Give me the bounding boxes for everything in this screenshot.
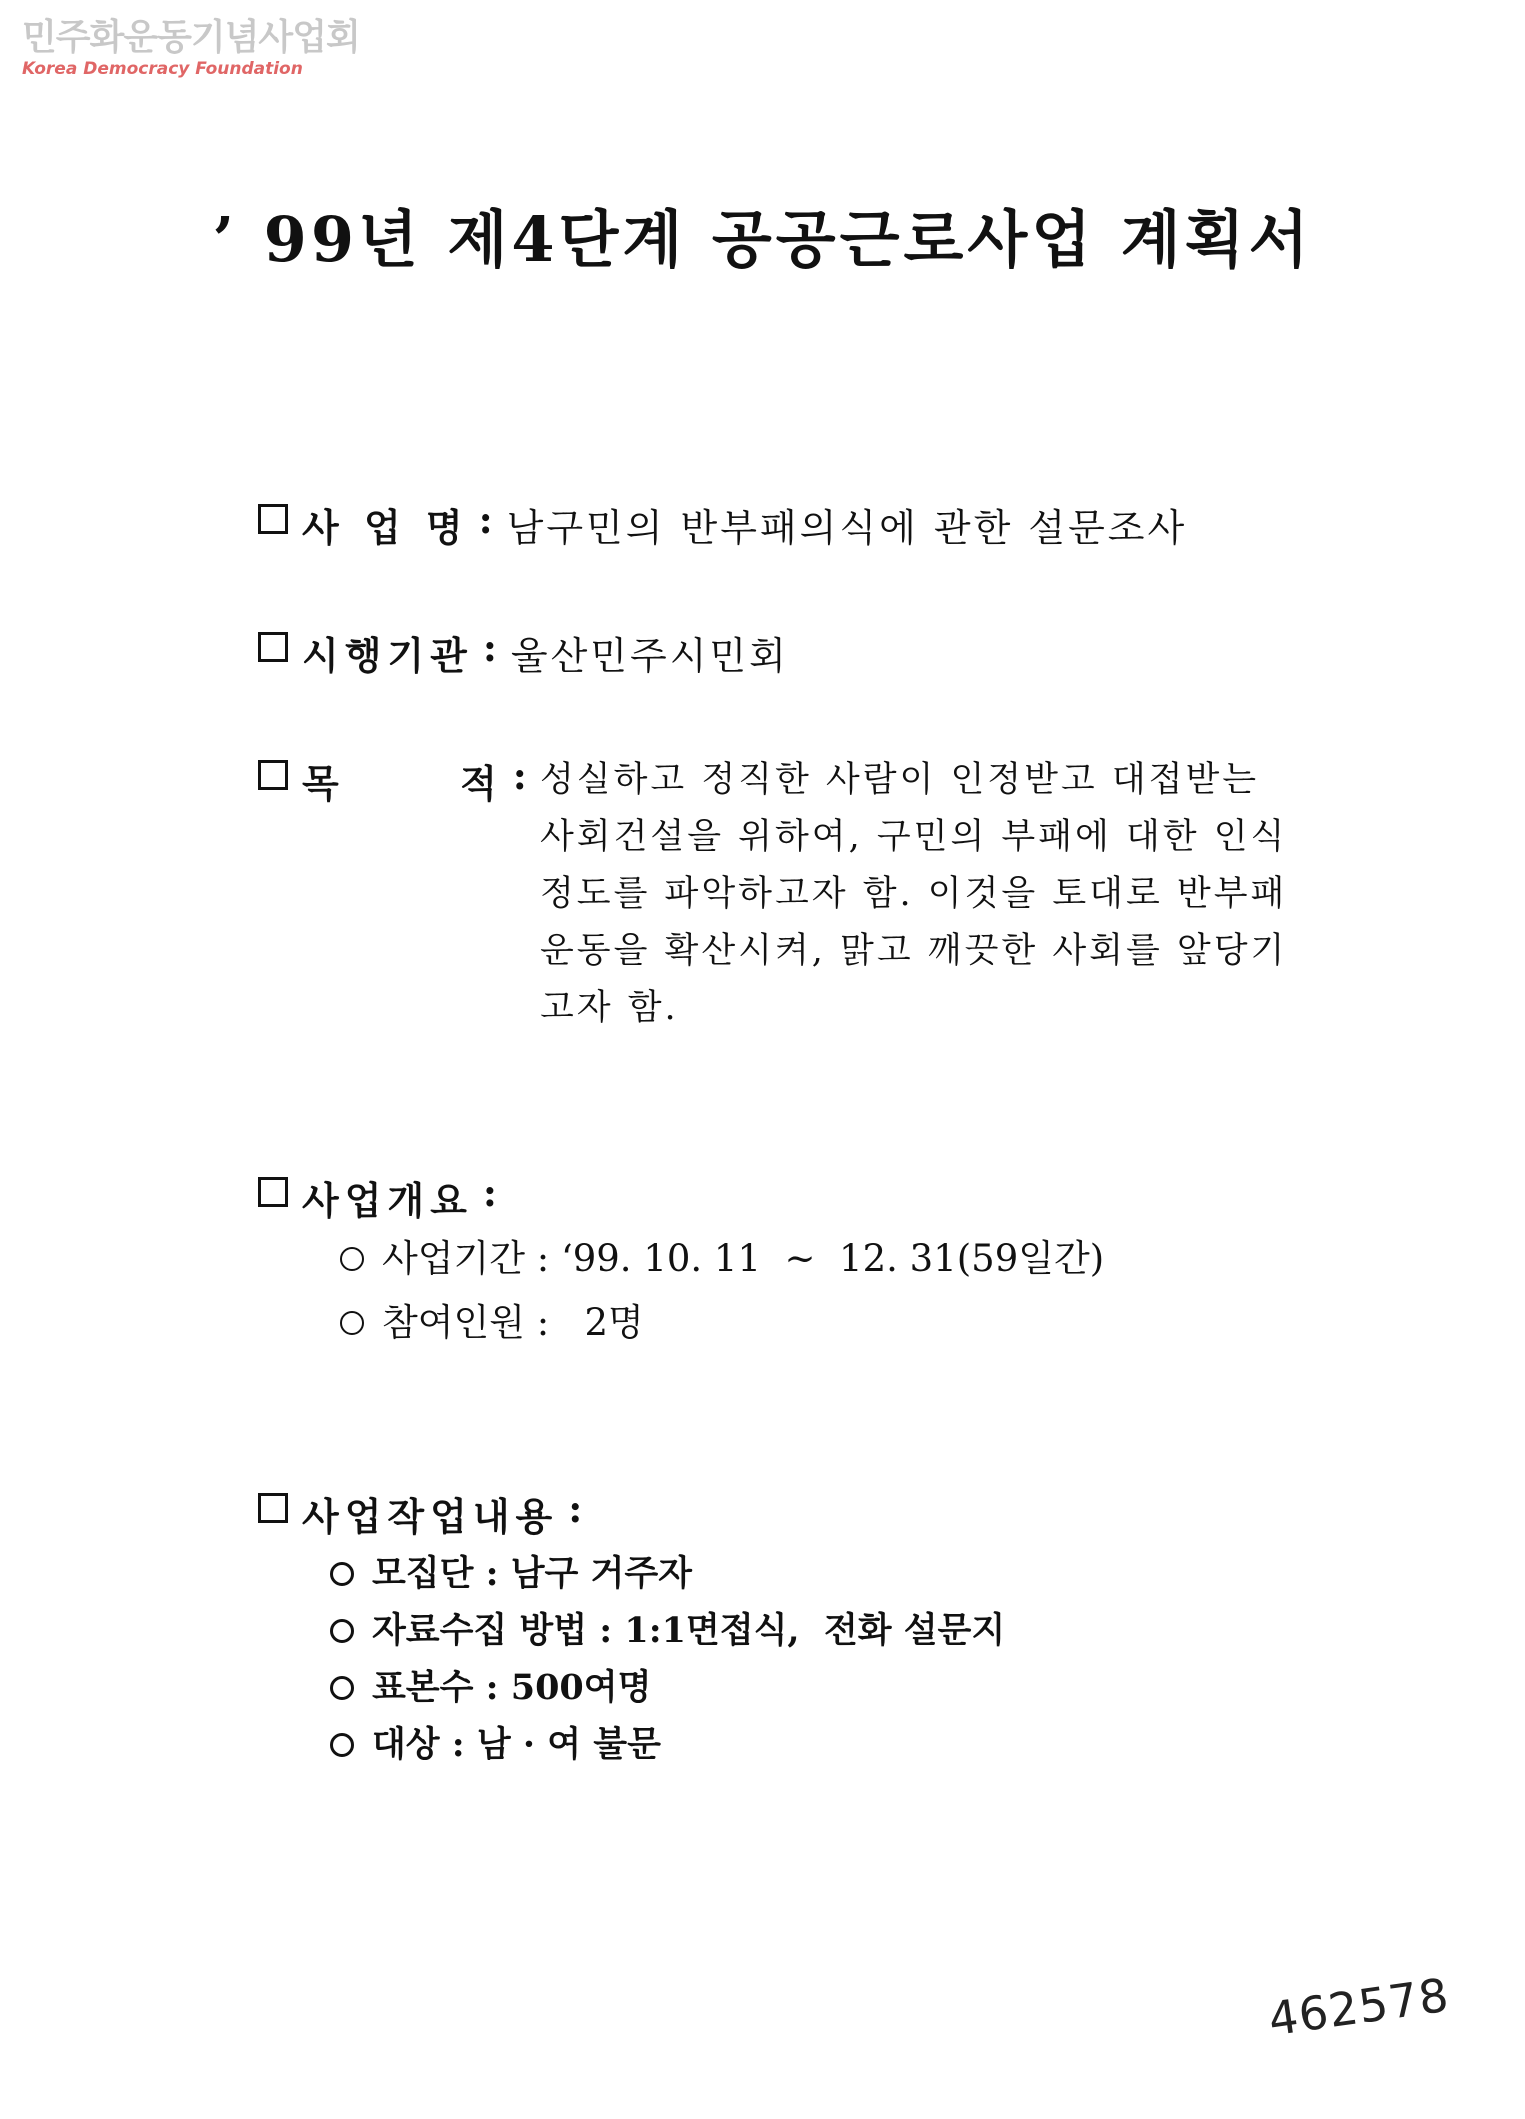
circle-bullet-icon	[330, 1676, 354, 1700]
circle-bullet-icon	[330, 1562, 354, 1586]
list-item	[330, 1659, 1005, 1716]
handwritten-number: 462578	[1265, 1967, 1453, 2047]
colon: :	[478, 497, 493, 542]
purpose-line: 운동을 확산시켜, 맑고 깨끗한 사회를 앞당기	[540, 931, 1288, 971]
section-project-name	[258, 497, 1187, 552]
checkbox-square-icon	[258, 1177, 288, 1207]
agency-value: 울산민주시민회	[510, 634, 789, 678]
colon: :	[482, 1170, 497, 1215]
list-item	[340, 1291, 1104, 1355]
watermark-korean: 민주화운동기념사업회	[22, 17, 360, 58]
purpose-line: 성실하고 정직한 사람이 인정받고 대접받는	[540, 760, 1260, 800]
circle-bullet-icon	[340, 1247, 364, 1271]
checkbox-square-icon	[258, 504, 288, 534]
purpose-line: 정도를 파악하고자 함. 이것을 토대로 반부패	[540, 874, 1288, 914]
work-item-text: 표본수 : 500여명	[372, 1667, 652, 1708]
agency-label: 시행기관	[302, 633, 473, 678]
overview-item-text: 사업기간 : ‘99. 10. 11 ~ 12. 31(59일간)	[382, 1237, 1105, 1280]
work-list	[330, 1545, 1005, 1773]
section-work	[258, 1486, 596, 1541]
work-label: 사업작업내용	[302, 1494, 559, 1539]
circle-bullet-icon	[330, 1619, 354, 1643]
section-purpose	[258, 753, 541, 808]
work-item-text: 모집단 : 남구 거주자	[372, 1553, 692, 1594]
list-item	[340, 1227, 1104, 1291]
purpose-line: 고자 함.	[540, 988, 679, 1028]
colon: :	[512, 753, 527, 798]
work-item-text: 대상 : 남 · 여 불문	[372, 1724, 661, 1765]
circle-bullet-icon	[330, 1733, 354, 1757]
work-item-text: 자료수집 방법 : 1:1면접식, 전화 설문지	[372, 1610, 1006, 1651]
document-title: ’ 99년 제4단계 공공근로사업 계획서	[212, 203, 1313, 276]
section-overview	[258, 1170, 511, 1225]
purpose-paragraph	[540, 752, 1300, 1037]
watermark-english: Korea Democracy Foundation	[22, 59, 303, 79]
overview-list	[340, 1227, 1104, 1355]
colon: :	[568, 1486, 583, 1531]
purpose-label: 목 적	[302, 761, 503, 806]
section-agency	[258, 625, 789, 680]
checkbox-square-icon	[258, 760, 288, 790]
watermark-logo	[22, 18, 360, 80]
project-name-value: 남구민의 반부패의식에 관한 설문조사	[506, 506, 1188, 550]
list-item	[330, 1545, 1005, 1602]
purpose-line: 사회건설을 위하여, 구민의 부패에 대한 인식	[540, 817, 1288, 857]
list-item	[330, 1716, 1005, 1773]
list-item	[330, 1602, 1005, 1659]
colon: :	[482, 625, 497, 670]
overview-item-text: 참여인원 : 2명	[382, 1301, 644, 1344]
circle-bullet-icon	[340, 1311, 364, 1335]
checkbox-square-icon	[258, 1493, 288, 1523]
overview-label: 사업개요	[302, 1178, 473, 1223]
project-name-label: 사 업 명	[302, 505, 469, 550]
checkbox-square-icon	[258, 632, 288, 662]
